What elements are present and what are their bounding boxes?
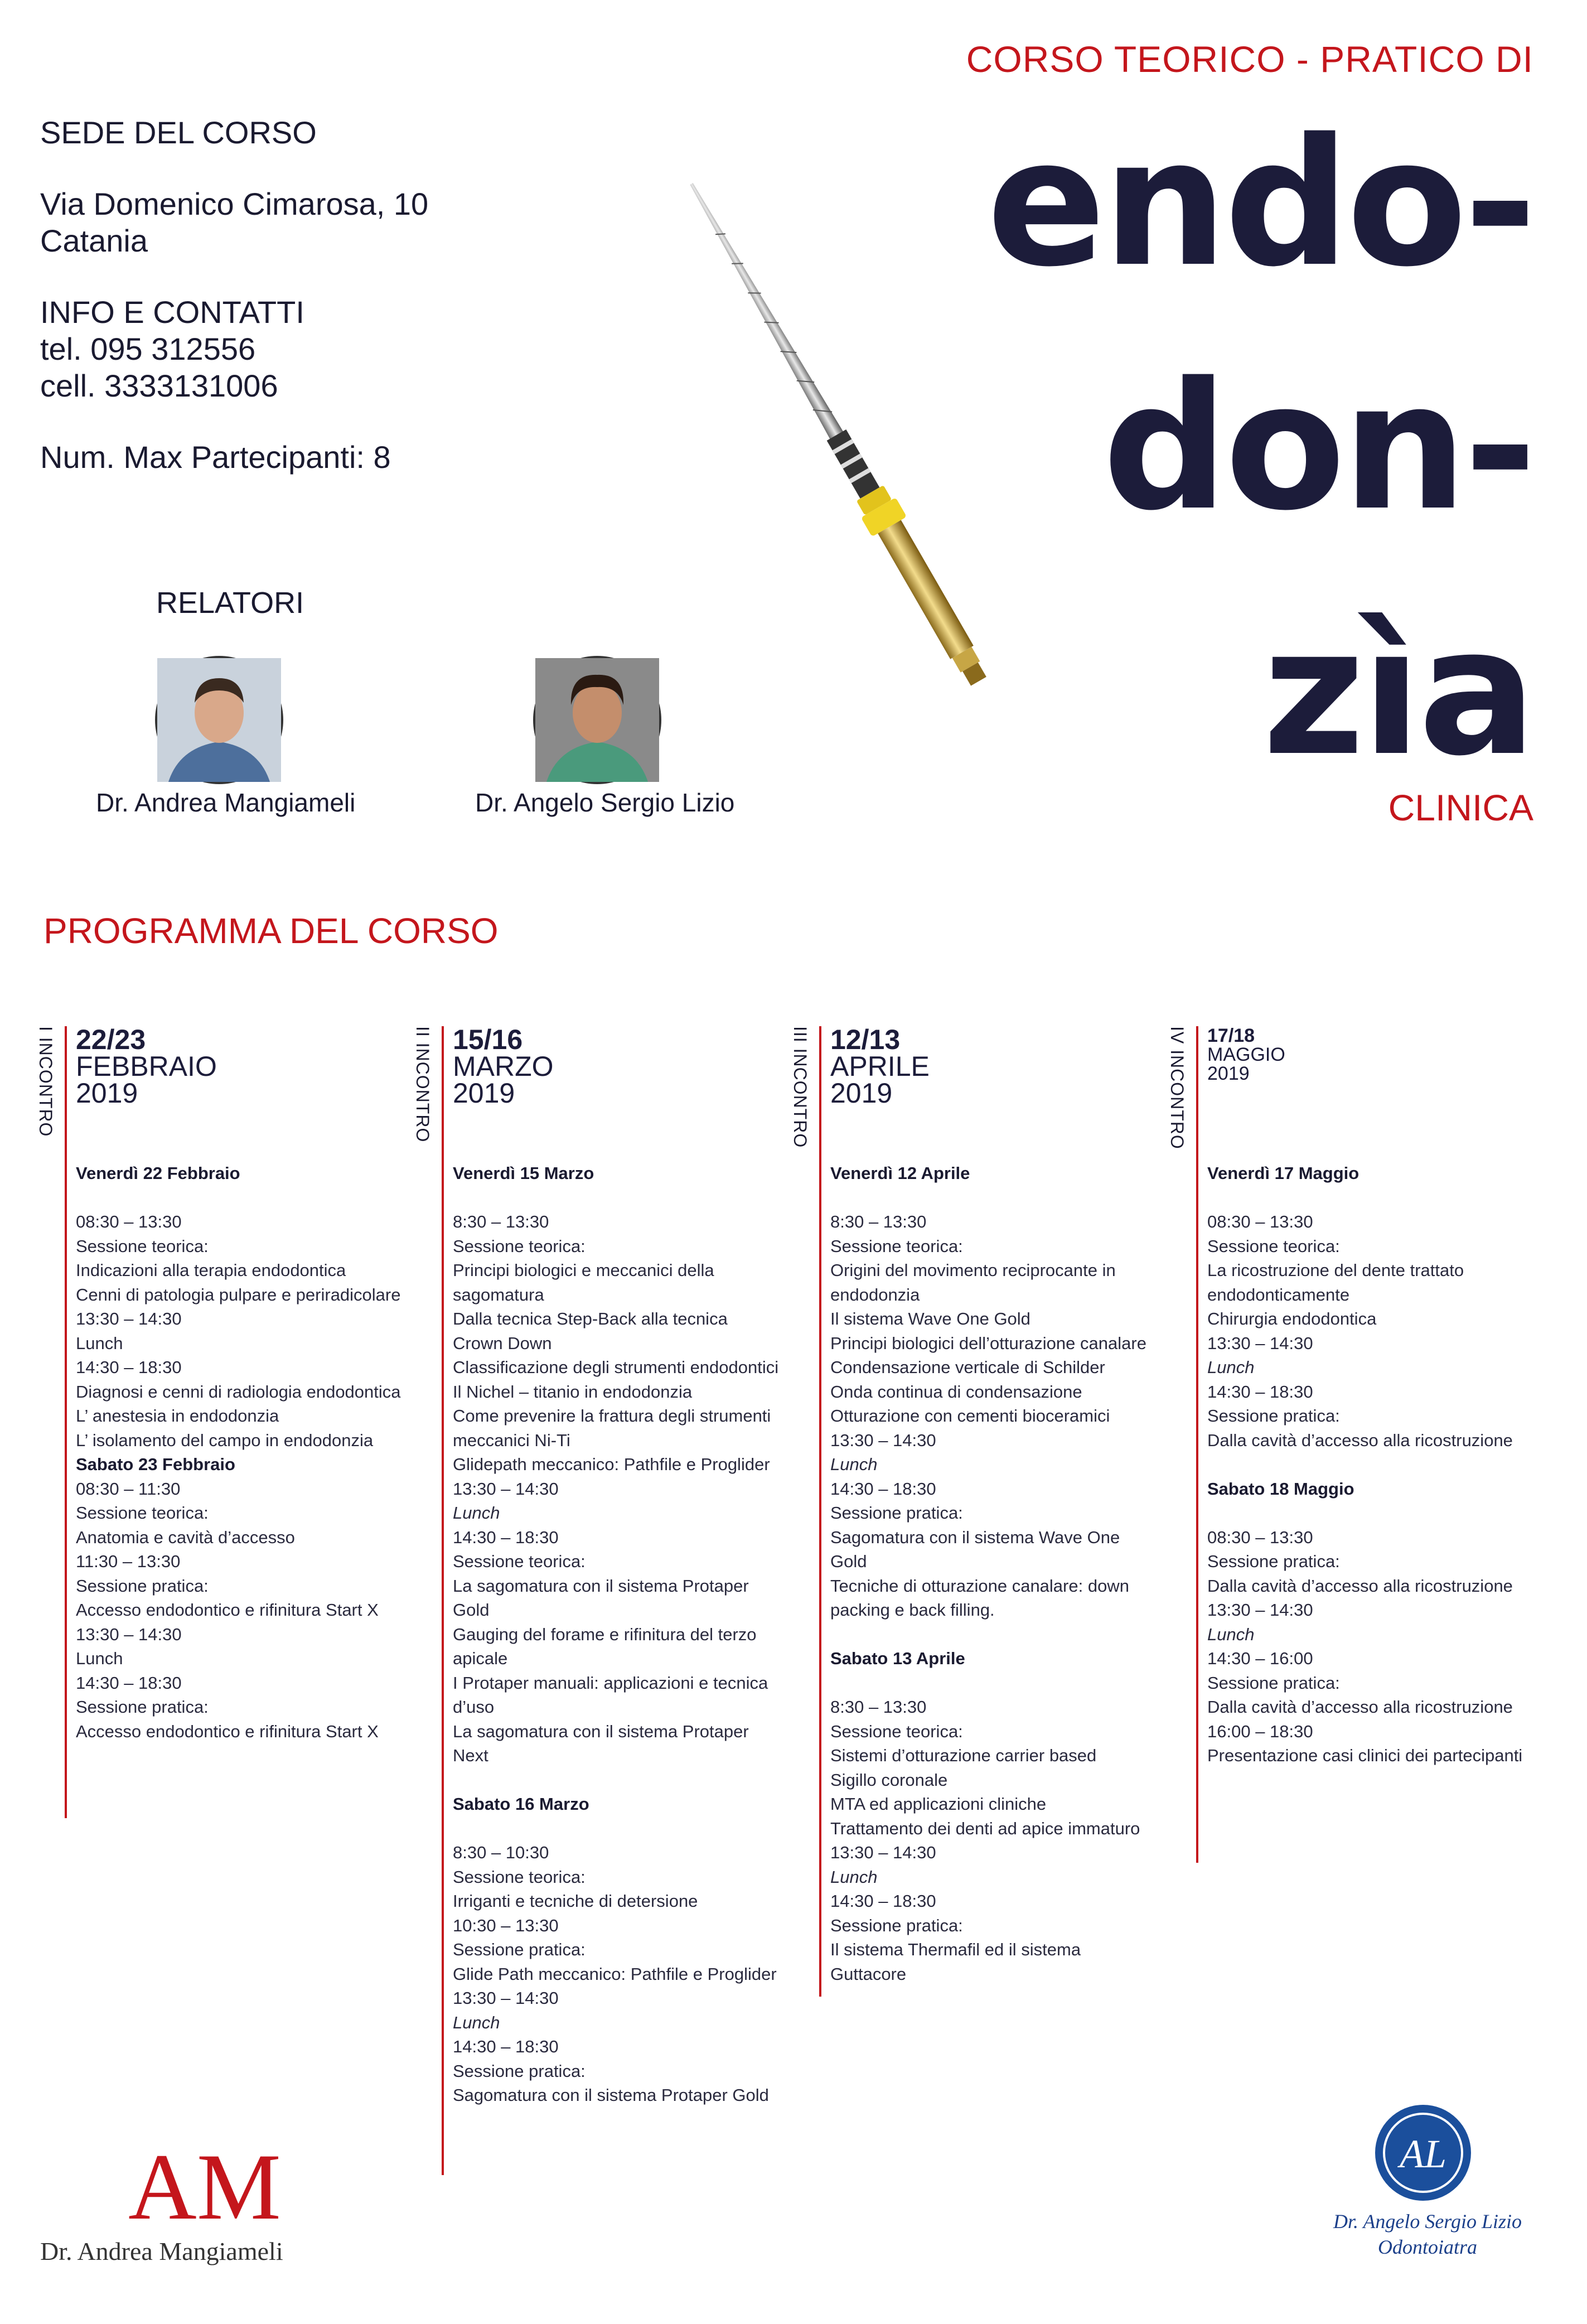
schedule-item: Gauging del forame e rifinitura del terzo apicale — [453, 1624, 757, 1668]
schedule-item: Sessione teorica: — [453, 1867, 586, 1887]
incontro-dates: 15/16 MARZO 2019 — [453, 1024, 554, 1109]
title-line-1: endo- — [986, 102, 1533, 306]
schedule-item: Cenni di patologia pulpare e periradicolare — [76, 1284, 401, 1304]
schedule-item: Accesso endodontico e rifinitura Start X — [76, 1600, 379, 1620]
schedule-item: Il sistema Wave One Gold — [830, 1309, 1030, 1328]
phone-number: tel. 095 312556 — [40, 331, 256, 366]
title-line-2: don- — [1102, 345, 1533, 549]
schedule-item: Come prevenire la frattura degli strumenti meccanici Ni-Ti — [453, 1406, 771, 1450]
schedule-item: Sagomatura con il sistema Protaper Gold — [453, 2085, 769, 2105]
speaker-name-1: Dr. Andrea Mangiameli — [96, 788, 356, 817]
title-line-3: zìa — [1262, 591, 1533, 795]
schedule-item: Glidepath meccanico: Pathfile e Proglider — [453, 1455, 770, 1474]
schedule-item: Classificazione degli strumenti endodontici — [453, 1357, 779, 1377]
schedule-item: Sessione teorica: — [453, 1552, 586, 1571]
column-divider — [1196, 1026, 1198, 1863]
schedule-item: Indicazioni alla terapia endodontica — [76, 1260, 346, 1280]
speaker-photo-angelo — [533, 656, 661, 784]
schedule-spacer — [453, 1186, 782, 1210]
schedule-item: Sessione pratica: — [830, 1915, 963, 1935]
schedule-time: 13:30 – 14:30 — [453, 1479, 559, 1499]
speakers-title: RELATORI — [156, 586, 304, 620]
schedule-time: 8:30 – 13:30 — [453, 1212, 549, 1231]
schedule-item: Sigillo coronale — [830, 1770, 948, 1790]
schedule-spacer — [453, 1816, 782, 1841]
schedule-item: Sessione teorica: — [76, 1236, 209, 1256]
schedule-time: 08:30 – 13:30 — [76, 1212, 182, 1231]
schedule-lunch: Lunch — [76, 1333, 123, 1353]
schedule-item: Irriganti e tecniche di detersione — [453, 1891, 698, 1911]
schedule-time: 14:30 – 18:30 — [453, 1527, 559, 1547]
schedule-item: Condensazione verticale di Schilder — [830, 1357, 1105, 1377]
schedule-item: Il Nichel – titanio in endodonzia — [453, 1381, 693, 1402]
schedule-item: Dalla cavità d’accesso alla ricostruzione — [1207, 1430, 1513, 1450]
schedule-spacer — [76, 1186, 405, 1210]
schedule-item: Anatomia e cavità d’accesso — [76, 1527, 295, 1547]
course-kicker: CORSO TEORICO - PRATICO DI — [966, 38, 1533, 80]
schedule-time: 08:30 – 13:30 — [1207, 1527, 1313, 1547]
schedule-time: 14:30 – 18:30 — [830, 1891, 936, 1911]
schedule-item: Sessione pratica: — [76, 1576, 209, 1596]
schedule-day: Venerdì 17 Maggio — [1207, 1163, 1359, 1183]
speaker-name-2: Dr. Angelo Sergio Lizio — [475, 788, 735, 817]
schedule-day: Sabato 18 Maggio — [1207, 1479, 1354, 1499]
schedule-spacer — [453, 1768, 782, 1792]
schedule-item: Sessione pratica: — [1207, 1673, 1340, 1693]
schedule-item: Sessione teorica: — [830, 1721, 963, 1741]
schedule-lunch: Lunch — [830, 1867, 878, 1887]
schedule-time: 14:30 – 18:30 — [830, 1479, 936, 1499]
schedule-item: Principi biologici dell’otturazione canalare — [830, 1333, 1146, 1353]
schedule-day: Sabato 13 Aprile — [830, 1649, 965, 1668]
sede-title: SEDE DEL CORSO — [40, 115, 317, 150]
schedule-lunch: Lunch — [1207, 1357, 1255, 1377]
schedule-item: Sessione teorica: — [830, 1236, 963, 1256]
schedule-item: La ricostruzione del dente trattato endodonticamente — [1207, 1260, 1464, 1304]
schedule-time: 13:30 – 14:30 — [76, 1309, 182, 1328]
lizio-logo-name — [1316, 2209, 1539, 2260]
schedule-time: 14:30 – 18:30 — [453, 2037, 559, 2056]
incontro-dates: 12/13 APRILE 2019 — [830, 1024, 930, 1109]
schedule-time: 13:30 – 14:30 — [1207, 1333, 1313, 1353]
lizio-logo — [1373, 2103, 1473, 2203]
course-subtitle: CLINICA — [1388, 787, 1533, 828]
column-divider — [65, 1026, 67, 1818]
schedule-lunch: Lunch — [1207, 1624, 1255, 1644]
schedule-spacer — [830, 1622, 1159, 1647]
schedule-day: Venerdì 22 Febbraio — [76, 1163, 240, 1183]
schedule-lunch: Lunch — [453, 2012, 500, 2032]
schedule-item: Presentazione casi clinici dei partecipanti — [1207, 1746, 1523, 1765]
schedule-item: Sagomatura con il sistema Wave One Gold — [830, 1527, 1120, 1571]
schedule-item: Il sistema Thermafil ed il sistema Guttacore — [830, 1940, 1081, 1984]
mangiameli-logo-name: Dr. Andrea Mangiameli — [40, 2237, 283, 2265]
schedule-item: Sessione pratica: — [76, 1697, 209, 1717]
schedule-time: 13:30 – 14:30 — [1207, 1600, 1313, 1620]
schedule-lunch: Lunch — [453, 1503, 500, 1523]
schedule-day: Venerdì 15 Marzo — [453, 1163, 594, 1183]
max-participants: Num. Max Partecipanti: 8 — [40, 439, 391, 475]
incontro-dates: 17/18 MAGGIO 2019 — [1207, 1025, 1285, 1084]
schedule-item: Chirurgia endodontica — [1207, 1309, 1377, 1328]
schedule-spacer — [1207, 1186, 1536, 1210]
lizio-logo-mark: AL — [1399, 2132, 1447, 2176]
schedule-time: 13:30 – 14:30 — [76, 1624, 182, 1644]
schedule-time: 8:30 – 10:30 — [453, 1843, 549, 1862]
schedule-item: Sessione pratica: — [830, 1503, 963, 1523]
schedule-item: Otturazione con cementi bioceramici — [830, 1406, 1110, 1426]
schedule-item: Dalla cavità d’accesso alla ricostruzione — [1207, 1697, 1513, 1717]
schedule-day: Sabato 23 Febbraio — [76, 1455, 235, 1474]
schedule-item: Onda continua di condensazione — [830, 1381, 1082, 1402]
schedule-day: Venerdì 12 Aprile — [830, 1163, 970, 1183]
lizio-name-line-2: Odontoiatra — [1377, 2236, 1477, 2258]
schedule-time: 08:30 – 13:30 — [1207, 1212, 1313, 1231]
incontro-label: I INCONTRO — [36, 1026, 56, 1137]
endodontic-file-illustration — [602, 134, 1071, 736]
schedule-item: Dalla tecnica Step-Back alla tecnica Crown Down — [453, 1309, 728, 1353]
incontro-label: III INCONTRO — [790, 1026, 810, 1148]
schedule-time: 08:30 – 11:30 — [76, 1479, 181, 1499]
schedule-lunch: Lunch — [76, 1649, 123, 1668]
schedule-item: Tecniche di otturazione canalare: down packing e back filling. — [830, 1576, 1129, 1620]
mangiameli-logo — [117, 2134, 281, 2239]
schedule-item: L’ anestesia in endodonzia — [76, 1406, 279, 1426]
schedule-item: La sagomatura con il sistema Protaper Gold — [453, 1576, 749, 1620]
schedule-list — [453, 1161, 782, 2108]
schedule-time: 13:30 – 14:30 — [830, 1430, 936, 1450]
schedule-list — [830, 1161, 1159, 1986]
incontro-label: II INCONTRO — [413, 1026, 433, 1143]
schedule-item: L’ isolamento del campo in endodonzia — [76, 1430, 374, 1450]
address-line-1: Via Domenico Cimarosa, 10 — [40, 186, 429, 221]
speaker-photo-andrea — [155, 656, 283, 784]
schedule-item: Accesso endodontico e rifinitura Start X — [76, 1721, 379, 1741]
schedule-time: 13:30 – 14:30 — [453, 1988, 559, 2008]
schedule-item: Sessione pratica: — [453, 2061, 586, 2081]
schedule-time: 8:30 – 13:30 — [830, 1697, 927, 1717]
schedule-item: Glide Path meccanico: Pathfile e Proglider — [453, 1964, 777, 1984]
schedule-time: 13:30 – 14:30 — [830, 1843, 936, 1862]
schedule-item: Dalla cavità d’accesso alla ricostruzione — [1207, 1576, 1513, 1596]
schedule-item: Trattamento dei denti ad apice immaturo — [830, 1818, 1140, 1838]
cell-number: cell. 3333131006 — [40, 368, 278, 403]
column-divider — [819, 1026, 821, 1997]
schedule-item: Principi biologici e meccanici della sagomatura — [453, 1260, 714, 1304]
schedule-item: Sistemi d’otturazione carrier based — [830, 1746, 1097, 1765]
column-divider — [442, 1026, 444, 2175]
schedule-item: I Protaper manuali: applicazioni e tecnica d’uso — [453, 1673, 768, 1717]
schedule-item: Diagnosi e cenni di radiologia endodontica — [76, 1381, 401, 1402]
schedule-item: Sessione pratica: — [453, 1940, 586, 1959]
schedule-item: Sessione teorica: — [1207, 1236, 1340, 1256]
schedule-lunch: Lunch — [830, 1455, 878, 1474]
schedule-list — [1207, 1161, 1536, 1768]
schedule-spacer — [1207, 1452, 1536, 1477]
incontro-dates: 22/23 FEBBRAIO 2019 — [76, 1024, 217, 1109]
program-title: PROGRAMMA DEL CORSO — [43, 911, 499, 951]
schedule-time: 8:30 – 13:30 — [830, 1212, 927, 1231]
lizio-name-line-1: Dr. Angelo Sergio Lizio — [1333, 2210, 1522, 2233]
schedule-time: 16:00 – 18:30 — [1207, 1721, 1313, 1741]
schedule-day: Sabato 16 Marzo — [453, 1794, 589, 1814]
schedule-time: 14:30 – 16:00 — [1207, 1649, 1313, 1668]
schedule-spacer — [1207, 1501, 1536, 1525]
schedule-time: 14:30 – 18:30 — [76, 1673, 182, 1693]
schedule-item: Sessione pratica: — [1207, 1406, 1340, 1426]
schedule-time: 14:30 – 18:30 — [1207, 1381, 1313, 1402]
schedule-item: La sagomatura con il sistema Protaper Next — [453, 1721, 749, 1765]
mangiameli-logo-mark: AM — [128, 2134, 281, 2239]
schedule-item: Sessione pratica: — [1207, 1552, 1340, 1571]
schedule-spacer — [830, 1186, 1159, 1210]
schedule-time: 11:30 – 13:30 — [76, 1552, 181, 1571]
incontro-label: IV INCONTRO — [1167, 1026, 1187, 1149]
schedule-time: 14:30 – 18:30 — [76, 1357, 182, 1377]
schedule-item: Sessione teorica: — [453, 1236, 586, 1256]
schedule-item: Sessione teorica: — [76, 1503, 209, 1523]
schedule-item: MTA ed applicazioni cliniche — [830, 1794, 1047, 1814]
schedule-time: 10:30 – 13:30 — [453, 1915, 559, 1935]
schedule-item: Origini del movimento reciprocante in endodonzia — [830, 1260, 1116, 1304]
contacts-title: INFO E CONTATTI — [40, 294, 304, 330]
course-location-info — [40, 114, 428, 476]
schedule-spacer — [830, 1671, 1159, 1695]
address-line-2: Catania — [40, 223, 148, 258]
schedule-list — [76, 1161, 405, 1743]
